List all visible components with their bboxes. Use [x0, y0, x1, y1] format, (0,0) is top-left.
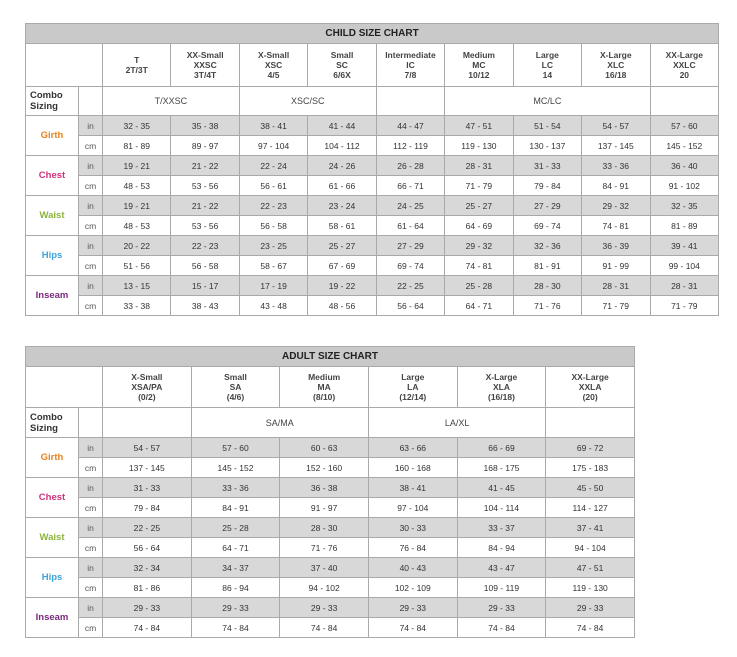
size-column-header [445, 44, 513, 87]
size-value-cell: 175 - 183 [546, 458, 635, 478]
size-header-line: 10/12 [468, 70, 490, 80]
size-value-cell: 57 - 60 [650, 116, 719, 136]
size-value-cell: 79 - 84 [513, 176, 581, 196]
title-row [26, 347, 635, 367]
unit-label: cm [79, 578, 103, 598]
size-value-cell: 119 - 130 [445, 136, 513, 156]
size-header-line: Small [224, 372, 247, 382]
size-header-line: XX-Large [665, 50, 703, 60]
header-corner [26, 367, 103, 408]
unit-label: in [79, 438, 103, 458]
size-column-header [457, 367, 546, 408]
size-value-cell: 25 - 28 [191, 518, 280, 538]
size-value-cell: 29 - 33 [280, 598, 369, 618]
header-corner [26, 44, 103, 87]
size-value-cell: 33 - 36 [582, 156, 650, 176]
size-header-line: 3T/4T [194, 70, 217, 80]
size-value-cell: 61 - 66 [308, 176, 376, 196]
size-value-cell: 56 - 64 [103, 538, 192, 558]
unit-label: in [79, 598, 103, 618]
chart-title: ADULT SIZE CHART [26, 347, 635, 367]
size-value-cell: 56 - 61 [239, 176, 307, 196]
combo-group: T/XXSC [103, 87, 240, 116]
size-value-cell: 58 - 61 [308, 216, 376, 236]
unit-label: cm [79, 498, 103, 518]
size-value-cell: 168 - 175 [457, 458, 546, 478]
child-size-chart [25, 23, 719, 316]
size-header-line: XX-Large [571, 372, 609, 382]
combo-group: LA/XL [368, 408, 545, 438]
size-header-line: X-Large [599, 50, 632, 60]
size-value-cell: 29 - 33 [546, 598, 635, 618]
size-value-cell: 74 - 84 [457, 618, 546, 638]
size-value-cell: 53 - 56 [171, 216, 239, 236]
size-header-line: 14 [542, 70, 553, 80]
size-value-cell: 60 - 63 [280, 438, 369, 458]
size-column-header [376, 44, 444, 87]
size-value-cell: 29 - 32 [582, 196, 650, 216]
size-header-line: (4/6) [226, 392, 245, 402]
unit-label: in [79, 236, 103, 256]
measurement-row-cm [26, 578, 635, 598]
size-value-cell: 29 - 33 [103, 598, 192, 618]
size-value-cell: 31 - 33 [513, 156, 581, 176]
size-value-cell: 48 - 53 [103, 176, 171, 196]
size-value-cell: 45 - 50 [546, 478, 635, 498]
unit-label: cm [79, 256, 103, 276]
size-value-cell: 29 - 33 [457, 598, 546, 618]
size-header-line: SA [229, 382, 242, 392]
size-value-cell: 27 - 29 [513, 196, 581, 216]
measurement-name: Girth [26, 438, 79, 478]
size-header-line: T [134, 55, 140, 65]
size-column-header [546, 367, 635, 408]
size-value-cell: 38 - 43 [171, 296, 239, 316]
size-header-line: 4/5 [267, 70, 280, 80]
size-value-cell: 29 - 32 [445, 236, 513, 256]
size-value-cell: 37 - 41 [546, 518, 635, 538]
size-value-cell: 22 - 24 [239, 156, 307, 176]
size-header-line: IC [406, 60, 415, 70]
size-header-line: XXSC [193, 60, 217, 70]
size-value-cell: 84 - 91 [191, 498, 280, 518]
measurement-row-in [26, 116, 719, 136]
size-value-cell: 34 - 37 [191, 558, 280, 578]
size-column-header [650, 44, 719, 87]
size-value-cell: 32 - 35 [650, 196, 719, 216]
size-value-cell: 71 - 79 [582, 296, 650, 316]
measurement-row-in [26, 598, 635, 618]
size-value-cell: 37 - 40 [280, 558, 369, 578]
size-header-line: XLA [492, 382, 510, 392]
measurement-name: Hips [26, 236, 79, 276]
size-value-cell: 17 - 19 [239, 276, 307, 296]
size-value-cell: 57 - 60 [191, 438, 280, 458]
unit-label: in [79, 276, 103, 296]
measurement-row-cm [26, 618, 635, 638]
combo-group: MC/LC [445, 87, 650, 116]
size-header-line: MC [472, 60, 486, 70]
size-header-line: Intermediate [385, 50, 436, 60]
combo-group: XSC/SC [239, 87, 376, 116]
measurement-row-cm [26, 458, 635, 478]
size-header-line: XSA/PA [131, 382, 163, 392]
size-column-header [239, 44, 307, 87]
size-column-header [513, 44, 581, 87]
size-value-cell: 19 - 21 [103, 196, 171, 216]
size-value-cell: 64 - 69 [445, 216, 513, 236]
size-value-cell: 76 - 84 [368, 538, 457, 558]
unit-label: in [79, 478, 103, 498]
size-header-line: XXLC [672, 60, 696, 70]
size-value-cell: 51 - 56 [103, 256, 171, 276]
size-value-cell: 22 - 25 [103, 518, 192, 538]
size-header-line: Large [401, 372, 425, 382]
size-value-cell: 61 - 64 [376, 216, 444, 236]
size-value-cell: 33 - 36 [191, 478, 280, 498]
size-value-cell: 41 - 44 [308, 116, 376, 136]
combo-sizing-label: Combo Sizing [26, 408, 79, 438]
size-value-cell: 26 - 28 [376, 156, 444, 176]
size-header-row [26, 44, 719, 87]
unit-label: in [79, 116, 103, 136]
size-value-cell: 91 - 99 [582, 256, 650, 276]
measurement-name: Waist [26, 518, 79, 558]
size-value-cell: 56 - 58 [239, 216, 307, 236]
size-value-cell: 40 - 43 [368, 558, 457, 578]
combo-unit-blank [79, 87, 103, 116]
size-header-line: X-Small [258, 50, 290, 60]
size-value-cell: 69 - 72 [546, 438, 635, 458]
size-value-cell: 28 - 31 [650, 276, 719, 296]
measurement-name: Chest [26, 478, 79, 518]
size-value-cell: 137 - 145 [103, 458, 192, 478]
size-value-cell: 84 - 94 [457, 538, 546, 558]
size-value-cell: 64 - 71 [445, 296, 513, 316]
size-value-cell: 63 - 66 [368, 438, 457, 458]
measurement-row-cm [26, 538, 635, 558]
size-header-line: X-Small [131, 372, 163, 382]
size-value-cell: 91 - 97 [280, 498, 369, 518]
unit-label: in [79, 518, 103, 538]
size-value-cell: 44 - 47 [376, 116, 444, 136]
size-value-cell: 89 - 97 [171, 136, 239, 156]
size-value-cell: 56 - 64 [376, 296, 444, 316]
size-value-cell: 74 - 84 [191, 618, 280, 638]
size-value-cell: 33 - 38 [103, 296, 171, 316]
size-value-cell: 54 - 57 [103, 438, 192, 458]
size-value-cell: 43 - 48 [239, 296, 307, 316]
size-header-line: MA [317, 382, 331, 392]
size-value-cell: 28 - 31 [582, 276, 650, 296]
size-header-line: Large [535, 50, 559, 60]
size-value-cell: 86 - 94 [191, 578, 280, 598]
size-value-cell: 114 - 127 [546, 498, 635, 518]
size-value-cell: 21 - 22 [171, 196, 239, 216]
size-value-cell: 69 - 74 [513, 216, 581, 236]
size-column-header [103, 367, 192, 408]
size-value-cell: 97 - 104 [239, 136, 307, 156]
measurement-row-in [26, 276, 719, 296]
measurement-row-cm [26, 498, 635, 518]
combo-sizing-label: Combo Sizing [26, 87, 79, 116]
size-column-header [280, 367, 369, 408]
measurement-row-cm [26, 216, 719, 236]
size-column-header [368, 367, 457, 408]
size-value-cell: 15 - 17 [171, 276, 239, 296]
size-column-header [308, 44, 376, 87]
measurement-row-in [26, 196, 719, 216]
size-header-line: 6/6X [333, 70, 351, 80]
size-value-cell: 74 - 81 [445, 256, 513, 276]
unit-label: in [79, 558, 103, 578]
size-value-cell: 145 - 152 [650, 136, 719, 156]
unit-label: cm [79, 296, 103, 316]
measurement-name: Hips [26, 558, 79, 598]
size-value-cell: 99 - 104 [650, 256, 719, 276]
size-column-header [171, 44, 239, 87]
size-header-line: (16/18) [487, 392, 515, 402]
combo-sizing-row [26, 87, 719, 116]
size-value-cell: 27 - 29 [376, 236, 444, 256]
unit-label: cm [79, 176, 103, 196]
size-value-cell: 64 - 71 [191, 538, 280, 558]
measurement-row-in [26, 518, 635, 538]
size-value-cell: 97 - 104 [368, 498, 457, 518]
size-value-cell: 25 - 27 [445, 196, 513, 216]
size-value-cell: 19 - 22 [308, 276, 376, 296]
measurement-row-in [26, 156, 719, 176]
size-value-cell: 43 - 47 [457, 558, 546, 578]
size-column-header [191, 367, 280, 408]
size-value-cell: 91 - 102 [650, 176, 719, 196]
size-value-cell: 23 - 25 [239, 236, 307, 256]
title-row [26, 24, 719, 44]
size-value-cell: 109 - 119 [457, 578, 546, 598]
size-header-line: LA [407, 382, 419, 392]
size-value-cell: 56 - 58 [171, 256, 239, 276]
measurement-row-cm [26, 136, 719, 156]
size-value-cell: 81 - 89 [103, 136, 171, 156]
size-value-cell: 160 - 168 [368, 458, 457, 478]
size-value-cell: 74 - 81 [582, 216, 650, 236]
size-value-cell: 130 - 137 [513, 136, 581, 156]
size-value-cell: 71 - 79 [445, 176, 513, 196]
size-value-cell: 32 - 34 [103, 558, 192, 578]
size-header-line: 20 [679, 70, 690, 80]
size-value-cell: 81 - 91 [513, 256, 581, 276]
size-value-cell: 47 - 51 [546, 558, 635, 578]
size-value-cell: 36 - 40 [650, 156, 719, 176]
size-value-cell: 28 - 30 [513, 276, 581, 296]
size-value-cell: 74 - 84 [103, 618, 192, 638]
size-value-cell: 81 - 89 [650, 216, 719, 236]
size-value-cell: 33 - 37 [457, 518, 546, 538]
size-value-cell: 74 - 84 [280, 618, 369, 638]
measurement-row-in [26, 236, 719, 256]
size-value-cell: 104 - 114 [457, 498, 546, 518]
size-header-line: (8/10) [313, 392, 336, 402]
size-value-cell: 32 - 36 [513, 236, 581, 256]
combo-unit-blank [79, 408, 103, 438]
unit-label: cm [79, 216, 103, 236]
size-value-cell: 119 - 130 [546, 578, 635, 598]
size-value-cell: 58 - 67 [239, 256, 307, 276]
combo-group [650, 87, 719, 116]
size-header-row [26, 367, 635, 408]
size-header-line: Medium [308, 372, 341, 382]
size-value-cell: 38 - 41 [239, 116, 307, 136]
size-header-line: XX-Small [186, 50, 224, 60]
size-value-cell: 47 - 51 [445, 116, 513, 136]
size-value-cell: 21 - 22 [171, 156, 239, 176]
size-value-cell: 41 - 45 [457, 478, 546, 498]
size-header-line: X-Large [485, 372, 518, 382]
size-value-cell: 69 - 74 [376, 256, 444, 276]
unit-label: cm [79, 538, 103, 558]
size-value-cell: 35 - 38 [171, 116, 239, 136]
size-header-line: (12/14) [399, 392, 427, 402]
size-value-cell: 81 - 86 [103, 578, 192, 598]
measurement-row-cm [26, 256, 719, 276]
size-header-line: SC [336, 60, 348, 70]
combo-sizing-row [26, 408, 635, 438]
size-value-cell: 29 - 33 [368, 598, 457, 618]
size-value-cell: 25 - 27 [308, 236, 376, 256]
size-value-cell: 19 - 21 [103, 156, 171, 176]
size-value-cell: 13 - 15 [103, 276, 171, 296]
unit-label: in [79, 156, 103, 176]
combo-group [103, 408, 192, 438]
chart-title: CHILD SIZE CHART [26, 24, 719, 44]
size-header-line: (0/2) [138, 392, 156, 402]
size-value-cell: 145 - 152 [191, 458, 280, 478]
size-header-line: 2T/3T [125, 65, 148, 75]
measurement-row-in [26, 478, 635, 498]
size-value-cell: 112 - 119 [376, 136, 444, 156]
size-value-cell: 53 - 56 [171, 176, 239, 196]
size-value-cell: 24 - 26 [308, 156, 376, 176]
size-value-cell: 25 - 28 [445, 276, 513, 296]
size-value-cell: 54 - 57 [582, 116, 650, 136]
size-header-line: XXLA [578, 382, 602, 392]
size-value-cell: 94 - 102 [280, 578, 369, 598]
size-header-line: 7/8 [404, 70, 417, 80]
size-value-cell: 39 - 41 [650, 236, 719, 256]
size-value-cell: 22 - 23 [239, 196, 307, 216]
adult-size-chart [25, 346, 635, 638]
size-value-cell: 71 - 76 [513, 296, 581, 316]
size-value-cell: 152 - 160 [280, 458, 369, 478]
size-value-cell: 66 - 69 [457, 438, 546, 458]
size-value-cell: 22 - 23 [171, 236, 239, 256]
measurement-name: Chest [26, 156, 79, 196]
size-value-cell: 66 - 71 [376, 176, 444, 196]
size-value-cell: 24 - 25 [376, 196, 444, 216]
size-value-cell: 71 - 76 [280, 538, 369, 558]
size-header-line: Small [330, 50, 354, 60]
size-value-cell: 74 - 84 [368, 618, 457, 638]
unit-label: cm [79, 458, 103, 478]
size-value-cell: 104 - 112 [308, 136, 376, 156]
size-value-cell: 32 - 35 [103, 116, 171, 136]
combo-group [376, 87, 444, 116]
unit-label: cm [79, 136, 103, 156]
size-value-cell: 74 - 84 [546, 618, 635, 638]
size-value-cell: 29 - 33 [191, 598, 280, 618]
size-value-cell: 28 - 30 [280, 518, 369, 538]
size-header-line: (20) [582, 392, 598, 402]
size-value-cell: 94 - 104 [546, 538, 635, 558]
size-value-cell: 31 - 33 [103, 478, 192, 498]
size-value-cell: 28 - 31 [445, 156, 513, 176]
size-value-cell: 22 - 25 [376, 276, 444, 296]
size-value-cell: 84 - 91 [582, 176, 650, 196]
measurement-row-in [26, 558, 635, 578]
size-column-header [582, 44, 650, 87]
unit-label: cm [79, 618, 103, 638]
size-value-cell: 30 - 33 [368, 518, 457, 538]
size-header-line: LC [541, 60, 554, 70]
size-value-cell: 20 - 22 [103, 236, 171, 256]
combo-group: SA/MA [191, 408, 368, 438]
measurement-name: Inseam [26, 598, 79, 638]
size-column-header [103, 44, 171, 87]
measurement-name: Girth [26, 116, 79, 156]
size-header-line: Medium [462, 50, 495, 60]
size-value-cell: 71 - 79 [650, 296, 719, 316]
measurement-name: Waist [26, 196, 79, 236]
size-value-cell: 102 - 109 [368, 578, 457, 598]
size-value-cell: 137 - 145 [582, 136, 650, 156]
size-header-line: 16/18 [605, 70, 627, 80]
combo-group [546, 408, 635, 438]
size-value-cell: 79 - 84 [103, 498, 192, 518]
size-header-line: XLC [607, 60, 625, 70]
size-value-cell: 48 - 53 [103, 216, 171, 236]
size-value-cell: 36 - 39 [582, 236, 650, 256]
measurement-row-cm [26, 176, 719, 196]
measurement-name: Inseam [26, 276, 79, 316]
size-value-cell: 36 - 38 [280, 478, 369, 498]
measurement-row-cm [26, 296, 719, 316]
unit-label: in [79, 196, 103, 216]
size-value-cell: 48 - 56 [308, 296, 376, 316]
size-value-cell: 23 - 24 [308, 196, 376, 216]
size-value-cell: 51 - 54 [513, 116, 581, 136]
measurement-row-in [26, 438, 635, 458]
size-value-cell: 67 - 69 [308, 256, 376, 276]
size-header-line: XSC [264, 60, 283, 70]
size-value-cell: 38 - 41 [368, 478, 457, 498]
